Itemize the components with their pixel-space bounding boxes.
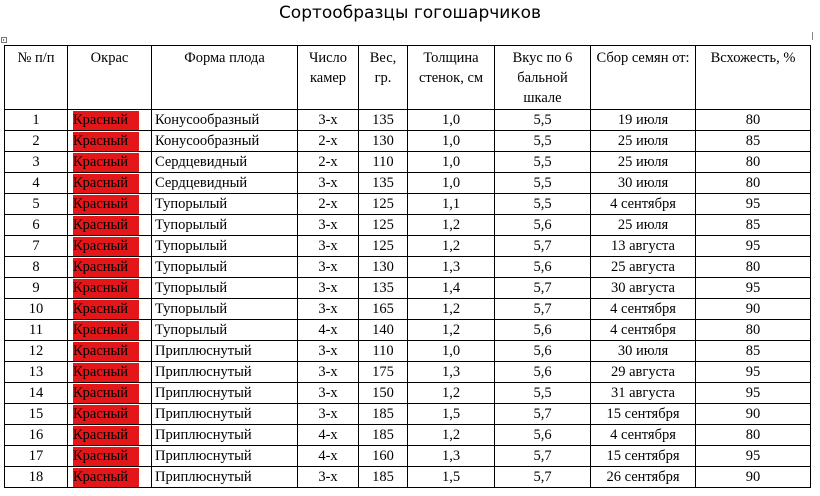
cell-seed-harvest: 4 сентября [591,425,696,446]
cell-fruit-shape: Приплюснутый [152,446,298,467]
cell-fruit-shape: Приплюснутый [152,467,298,488]
cell-taste: 5,7 [495,299,591,320]
cell-chambers: 3-х [298,173,359,194]
cell-seed-harvest: 30 июля [591,173,696,194]
cell-fruit-shape: Конусообразный [152,131,298,152]
table-row [5,173,811,194]
cell-germination: 80 [696,425,811,446]
color-highlight: Красный [73,405,139,424]
table-header-row [5,46,811,110]
table-row [5,446,811,467]
cell-germination: 80 [696,257,811,278]
color-highlight: Красный [73,174,139,193]
cell-seed-harvest: 31 августа [591,383,696,404]
cell-color [68,236,152,257]
cell-number: 6 [5,215,68,236]
cell-seed-harvest: 25 июля [591,152,696,173]
cell-seed-harvest: 13 августа [591,236,696,257]
table-row [5,110,811,131]
color-highlight: Красный [73,153,139,172]
cell-chambers: 3-х [298,236,359,257]
table-row [5,194,811,215]
cell-wall-thickness: 1,0 [408,110,495,131]
cell-taste: 5,6 [495,425,591,446]
cell-weight: 175 [359,362,408,383]
cell-weight: 135 [359,278,408,299]
table-row [5,320,811,341]
cell-wall-thickness: 1,5 [408,404,495,425]
cell-color [68,320,152,341]
cell-seed-harvest: 4 сентября [591,320,696,341]
cell-taste: 5,5 [495,110,591,131]
cell-chambers: 3-х [298,404,359,425]
cell-taste: 5,6 [495,215,591,236]
cell-wall-thickness: 1,3 [408,446,495,467]
cell-fruit-shape: Приплюснутый [152,362,298,383]
color-highlight: Красный [73,468,139,487]
cell-taste: 5,6 [495,362,591,383]
cell-fruit-shape: Тупорылый [152,299,298,320]
cell-germination: 85 [696,131,811,152]
cell-chambers: 3-х [298,110,359,131]
cell-color [68,341,152,362]
cell-color [68,215,152,236]
cell-wall-thickness: 1,0 [408,152,495,173]
cell-fruit-shape: Сердцевидный [152,152,298,173]
cell-wall-thickness: 1,1 [408,194,495,215]
cell-wall-thickness: 1,0 [408,131,495,152]
color-highlight: Красный [73,363,139,382]
cell-taste: 5,5 [495,152,591,173]
cell-fruit-shape: Тупорылый [152,215,298,236]
cell-taste: 5,7 [495,467,591,488]
color-highlight: Красный [73,258,139,277]
table-row [5,215,811,236]
cell-number: 8 [5,257,68,278]
cell-chambers: 4-х [298,446,359,467]
crop-mark [812,32,813,40]
cell-germination: 90 [696,404,811,425]
cell-weight: 185 [359,404,408,425]
table-row [5,278,811,299]
color-highlight: Красный [73,342,139,361]
cell-wall-thickness: 1,2 [408,320,495,341]
cell-number: 16 [5,425,68,446]
cell-chambers: 3-х [298,467,359,488]
cell-weight: 125 [359,194,408,215]
cell-color [68,173,152,194]
color-highlight: Красный [73,279,139,298]
cell-germination: 95 [696,383,811,404]
cell-taste: 5,6 [495,341,591,362]
cell-wall-thickness: 1,4 [408,278,495,299]
cell-fruit-shape: Приплюснутый [152,383,298,404]
cell-color [68,194,152,215]
cell-fruit-shape: Тупорылый [152,278,298,299]
cell-number: 5 [5,194,68,215]
table-row [5,467,811,488]
cell-fruit-shape: Тупорылый [152,236,298,257]
cell-taste: 5,6 [495,257,591,278]
cell-seed-harvest: 4 сентября [591,299,696,320]
cell-taste: 5,7 [495,404,591,425]
color-highlight: Красный [73,132,139,151]
cell-wall-thickness: 1,2 [408,215,495,236]
cell-wall-thickness: 1,2 [408,236,495,257]
cell-number: 2 [5,131,68,152]
cell-taste: 5,5 [495,173,591,194]
color-highlight: Красный [73,384,139,403]
cell-germination: 80 [696,173,811,194]
cell-weight: 135 [359,173,408,194]
cell-chambers: 3-х [298,383,359,404]
cell-wall-thickness: 1,2 [408,425,495,446]
cell-number: 17 [5,446,68,467]
cell-taste: 5,7 [495,446,591,467]
cell-chambers: 3-х [298,257,359,278]
cell-number: 3 [5,152,68,173]
varieties-table [4,45,811,488]
cell-germination: 95 [696,446,811,467]
cell-germination: 80 [696,320,811,341]
color-highlight: Красный [73,447,139,466]
cell-color [68,299,152,320]
cell-weight: 160 [359,446,408,467]
cell-weight: 125 [359,215,408,236]
cell-taste: 5,5 [495,383,591,404]
cell-color [68,467,152,488]
color-highlight: Красный [73,195,139,214]
cell-number: 1 [5,110,68,131]
cell-seed-harvest: 30 июля [591,341,696,362]
table-row [5,362,811,383]
cell-number: 9 [5,278,68,299]
cell-germination: 90 [696,467,811,488]
cell-taste: 5,5 [495,194,591,215]
cell-seed-harvest: 25 июля [591,131,696,152]
header-seed-harvest: Сбор семян от: [591,46,696,110]
cell-chambers: 3-х [298,215,359,236]
cell-seed-harvest: 4 сентября [591,194,696,215]
cell-seed-harvest: 26 сентября [591,467,696,488]
table-body [5,110,811,488]
table-row [5,131,811,152]
cell-color [68,404,152,425]
cell-taste: 5,6 [495,320,591,341]
cell-chambers: 3-х [298,278,359,299]
cell-fruit-shape: Тупорылый [152,257,298,278]
cell-wall-thickness: 1,2 [408,299,495,320]
cell-weight: 150 [359,383,408,404]
color-highlight: Красный [73,216,139,235]
cell-wall-thickness: 1,2 [408,383,495,404]
cell-wall-thickness: 1,0 [408,341,495,362]
cell-chambers: 3-х [298,341,359,362]
cell-number: 4 [5,173,68,194]
table-row [5,236,811,257]
cell-chambers: 2-х [298,152,359,173]
cell-number: 11 [5,320,68,341]
cell-germination: 80 [696,152,811,173]
table-row [5,404,811,425]
cell-fruit-shape: Приплюснутый [152,404,298,425]
cell-number: 15 [5,404,68,425]
header-number: № п/п [5,46,68,110]
cell-fruit-shape: Приплюснутый [152,425,298,446]
cell-fruit-shape: Приплюснутый [152,341,298,362]
color-highlight: Красный [73,321,139,340]
cell-wall-thickness: 1,3 [408,257,495,278]
header-fruit-shape: Форма плода [152,46,298,110]
header-wall-thickness: Толщина стенок, см [408,46,495,110]
cell-germination: 95 [696,194,811,215]
cell-seed-harvest: 25 июля [591,215,696,236]
cell-taste: 5,7 [495,278,591,299]
cell-chambers: 2-х [298,194,359,215]
table-row [5,257,811,278]
cell-fruit-shape: Тупорылый [152,320,298,341]
cell-chambers: 4-х [298,320,359,341]
color-highlight: Красный [73,300,139,319]
cell-seed-harvest: 30 августа [591,278,696,299]
cell-seed-harvest: 15 сентября [591,446,696,467]
cell-seed-harvest: 29 августа [591,362,696,383]
cell-taste: 5,7 [495,236,591,257]
cell-weight: 185 [359,467,408,488]
header-chambers: Число камер [298,46,359,110]
cell-wall-thickness: 1,5 [408,467,495,488]
cell-seed-harvest: 25 августа [591,257,696,278]
header-weight: Вес, гр. [359,46,408,110]
cell-color [68,383,152,404]
cell-wall-thickness: 1,0 [408,173,495,194]
table-row [5,299,811,320]
cell-seed-harvest: 15 сентября [591,404,696,425]
cell-color [68,131,152,152]
cell-weight: 125 [359,236,408,257]
cell-color [68,446,152,467]
cell-number: 10 [5,299,68,320]
table-row [5,383,811,404]
table-row [5,425,811,446]
cell-fruit-shape: Тупорылый [152,194,298,215]
header-taste: Вкус по 6 бальной шкале [495,46,591,110]
cell-chambers: 2-х [298,131,359,152]
table-row [5,152,811,173]
cell-chambers: 3-х [298,362,359,383]
cell-germination: 95 [696,236,811,257]
cell-germination: 95 [696,362,811,383]
color-highlight: Красный [73,237,139,256]
color-highlight: Красный [73,111,139,130]
cell-wall-thickness: 1,3 [408,362,495,383]
cell-germination: 80 [696,110,811,131]
cell-germination: 90 [696,299,811,320]
cell-color [68,110,152,131]
cell-taste: 5,5 [495,131,591,152]
cell-seed-harvest: 19 июля [591,110,696,131]
cell-color [68,257,152,278]
cell-germination: 85 [696,341,811,362]
cell-number: 12 [5,341,68,362]
cell-weight: 130 [359,131,408,152]
page-title: Сортообразцы гогошарчиков [278,3,542,23]
cell-weight: 130 [359,257,408,278]
header-color: Окрас [68,46,152,110]
cell-germination: 95 [696,278,811,299]
header-germination: Всхожесть, % [696,46,811,110]
cell-color [68,362,152,383]
table-row [5,341,811,362]
cell-number: 13 [5,362,68,383]
cell-color [68,278,152,299]
cell-color [68,425,152,446]
cell-weight: 110 [359,341,408,362]
cell-number: 7 [5,236,68,257]
cell-number: 14 [5,383,68,404]
cell-chambers: 3-х [298,299,359,320]
cell-color [68,152,152,173]
cell-number: 18 [5,467,68,488]
cell-weight: 135 [359,110,408,131]
cell-chambers: 4-х [298,425,359,446]
cell-weight: 140 [359,320,408,341]
table-anchor-icon[interactable] [1,37,7,43]
color-highlight: Красный [73,426,139,445]
cell-germination: 85 [696,215,811,236]
cell-weight: 110 [359,152,408,173]
cell-fruit-shape: Сердцевидный [152,173,298,194]
cell-weight: 185 [359,425,408,446]
cell-fruit-shape: Конусообразный [152,110,298,131]
cell-weight: 165 [359,299,408,320]
